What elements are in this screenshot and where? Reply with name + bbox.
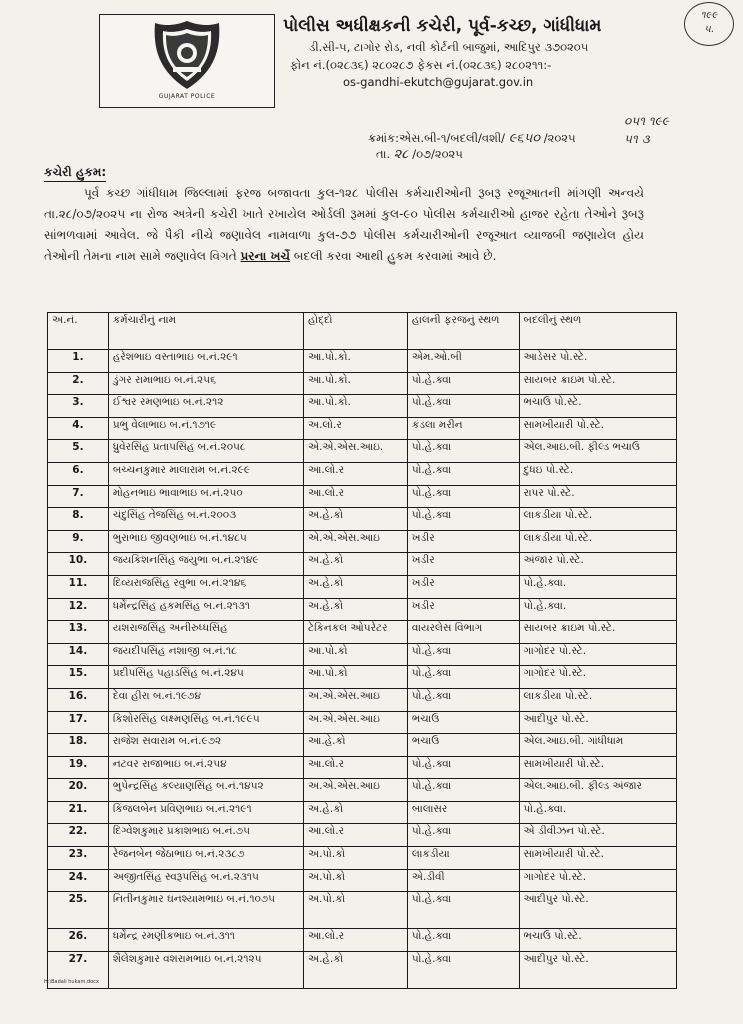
cell-rank: એ.એ.એસ.આઇ	[304, 530, 408, 553]
cell-serial: 12.	[48, 598, 109, 621]
table-row	[48, 417, 677, 440]
cell-name: દિવ્યરાજસિંહ રવુભા બ.નં.૨૧૪૬	[108, 575, 303, 598]
table-row	[48, 779, 677, 802]
cell-serial: 17.	[48, 711, 109, 734]
cell-serial: 7.	[48, 485, 109, 508]
cell-current: પો.હે.ક્વા	[407, 824, 519, 847]
cell-rank: અ.હે.કો	[304, 801, 408, 824]
table-row	[48, 824, 677, 847]
cell-current: વાયરલેસ વિભાગ	[407, 621, 519, 644]
cell-transfer: ગાગોદર પો.સ્ટે.	[519, 666, 676, 689]
cell-name: ભુપેન્દ્રસિંહ કલ્યાણસિંહ બ.નં.૧૪૫૨	[108, 779, 303, 802]
cell-rank: ટેકિનકલ ઓપરેટર	[304, 621, 408, 644]
cell-serial: 6.	[48, 462, 109, 485]
cell-transfer: આદીપુર પો.સ્ટે.	[519, 892, 676, 929]
cell-serial: 13.	[48, 621, 109, 644]
cell-name: હરેશભાઇ વસ્તાભાઇ બ.નં.૨૯૧	[108, 350, 303, 373]
cell-serial: 20.	[48, 779, 109, 802]
cell-current: ખડીર	[407, 553, 519, 576]
cell-rank: આ.પો.કો	[304, 643, 408, 666]
inward-stamp: ૧૯૯ ૫.	[684, 2, 734, 46]
cell-name: ભુરાભાઇ જીવણભાઇ બ.નં.૧૪૮૫	[108, 530, 303, 553]
cell-transfer: ભચાઉ પો.સ્ટે.	[519, 929, 676, 952]
cell-name: કિશોરસિંહ લક્ષ્મણસિંહ બ.નં.૧૯૯૫	[108, 711, 303, 734]
order-date: તા. ૨૮ /૦૭/૨૦૨૫	[376, 147, 463, 162]
cell-current: પો.હે.ક્વા	[407, 929, 519, 952]
cell-transfer: લાકડીયા પો.સ્ટે.	[519, 530, 676, 553]
cell-rank: અ.હે.કો	[304, 598, 408, 621]
cell-rank: આ.પો.કો.	[304, 395, 408, 418]
header-serial: અ.નં.	[48, 313, 109, 350]
order-title: કચેરી હુકમ:	[44, 165, 106, 182]
header-transfer-post: બદલીનું સ્થળ	[519, 313, 676, 350]
cell-transfer: એલ.આઇ.બી. ફીલ્ડ અંજાર	[519, 779, 676, 802]
cell-name: મોહનભાઇ ભાવાભાઇ બ.નં.૨૫૦	[108, 485, 303, 508]
logo-caption: GUJARAT POLICE	[158, 93, 216, 100]
office-phone: ફોન નં.(૦૨૮૩૬) ૨૮૦૨૮૭ ફેકસ નં.(૦૨૮૩૬) ૨૮૦૨૧૧:-	[290, 58, 552, 72]
cell-transfer: અંજાર પો.સ્ટે.	[519, 553, 676, 576]
table-row	[48, 575, 677, 598]
cell-current: પો.હે.ક્વા	[407, 666, 519, 689]
cell-name: પ્રદીપસિંહ પહાડસિંહ બ.નં.૨૪૫	[108, 666, 303, 689]
cell-rank: આ.હે.કો	[304, 734, 408, 757]
cell-transfer: ગાગોદર પો.સ્ટે.	[519, 643, 676, 666]
cell-name: અજીતસિંહ સ્વરૂપસિંહ બ.નં.૨૩૧૫	[108, 869, 303, 892]
cell-rank: આ.લો.ર	[304, 756, 408, 779]
cell-transfer: એલ.આઇ.બી. ગાંધીધામ	[519, 734, 676, 757]
table-row	[48, 508, 677, 531]
cell-serial: 3.	[48, 395, 109, 418]
order-body: પૂર્વ કચ્છ ગાંધીધામ જિલ્લામાં ફરજ બજાવતા કુલ-૧૨૮ પોલીસ કર્મચારીઓની રૂબરૂ રજૂઆતની માંગણી અન્વયે તા.૨૮/૦૭/૨૦૨૫ ના રોજ અત્રેની કચેરી ખાતે રખાયેલ ઓર્ડલી રૂમમાં કુલ-૯૦ પોલીસ કર્મચારીઓ હાજર રહેતા તેઓને રૂબરૂ સાંભળવામાં આવેલ. જે પૈકી નીચે જણાવેલ નામવાળા કુલ-૭૭ પોલીસ કર્મચારીઓની રજૂઆત વ્યાજબી જણાયેલ હોય તેઓની તેમના નામ સામે જણાવેલ વિગતે પ્રરના ખર્ચે બદલી કરવા આથી હુકમ કરવામાં આવે છે.	[44, 186, 644, 263]
cell-name: ધર્મેન્દ્ર રમણીકભાઇ બ.નં.૩૧૧	[108, 929, 303, 952]
cell-name: દિગ્વેશકુમાર પ્રકાશભાઇ બ.નં.૭૫	[108, 824, 303, 847]
cell-current: પો.હે.ક્વા	[407, 508, 519, 531]
cell-transfer: એ ડીવીઝન પો.સ્ટે.	[519, 824, 676, 847]
cell-serial: 24.	[48, 869, 109, 892]
cell-current: પો.હે.ક્વા	[407, 395, 519, 418]
cell-transfer: આડેસર પો.સ્ટે.	[519, 350, 676, 373]
table-row	[48, 847, 677, 870]
cell-rank: અ.હે.કો	[304, 575, 408, 598]
cell-serial: 18.	[48, 734, 109, 757]
table-row	[48, 395, 677, 418]
cell-current: ભચાઉ	[407, 734, 519, 757]
cell-name: પ્રભુ વેલાભાઇ બ.નં.૧૭૧૯	[108, 417, 303, 440]
header-current-post: હાલની ફરજનું સ્થળ	[407, 313, 519, 350]
cell-name: ઈશ્વર રમણભાઇ બ.નં.૨૧૨	[108, 395, 303, 418]
table-row	[48, 553, 677, 576]
header-rank: હોદ્દો	[304, 313, 408, 350]
cell-transfer: સાયબર ક્રાઇમ પો.સ્ટે.	[519, 621, 676, 644]
cell-transfer: આદીપુર પો.સ્ટે.	[519, 711, 676, 734]
cell-transfer: આદીપુર પો.સ્ટે.	[519, 951, 676, 988]
cell-serial: 1.	[48, 350, 109, 373]
cell-rank: અ.એ.એસ.આઇ	[304, 711, 408, 734]
header-employee-name: કર્મચારીનું નામ	[108, 313, 303, 350]
cell-rank: આ.લો.ર	[304, 485, 408, 508]
table-row	[48, 621, 677, 644]
cell-current: પો.હે.ક્વા	[407, 892, 519, 929]
cell-transfer: સાયબર ક્રાઇમ પો.સ્ટે.	[519, 372, 676, 395]
cell-name: દેવા હીરા બ.નં.૧૯૭૪	[108, 688, 303, 711]
cell-name: કિંજલબેન પ્રવિણભાઇ બ.નં.૨૧૯૧	[108, 801, 303, 824]
cell-rank: આ.પો.કો.	[304, 372, 408, 395]
cell-name: નિતીનકુમાર ઘનશ્યામભાઇ બ.નં.૧૦૭૫	[108, 892, 303, 929]
cell-serial: 9.	[48, 530, 109, 553]
cell-current: ભચાઉ	[407, 711, 519, 734]
cell-current: એમ.ઓ.બી	[407, 350, 519, 373]
cell-rank: આ.લો.ર	[304, 462, 408, 485]
cell-serial: 5.	[48, 440, 109, 463]
handwritten-date: ૨૮	[393, 147, 409, 162]
cell-name: રાજેશ સવારામ બ.નં.૯૭૨	[108, 734, 303, 757]
cell-rank: અ.લો.ર	[304, 417, 408, 440]
cell-current: લાકડીયા	[407, 847, 519, 870]
office-email: os-gandhi-ekutch@gujarat.gov.in	[343, 75, 534, 89]
table-row	[48, 462, 677, 485]
cell-rank: આ.પો.કો	[304, 666, 408, 689]
office-address: ડી.સી-૫, ટાગોર રોડ, નવી કોર્ટની બાજુમાં, આદિપુર ૩૭૦૨૦૫	[309, 40, 589, 54]
handwritten-number: ૯૬૫૦	[508, 131, 541, 146]
cell-name: ધર્મેન્દ્રસિંહ હકમસિંહ બ.નં.૨૧૩૧	[108, 598, 303, 621]
table-row	[48, 688, 677, 711]
cell-rank: અ.હે.કો	[304, 951, 408, 988]
cell-transfer: સામખીયારી પો.સ્ટે.	[519, 417, 676, 440]
cell-transfer: લાકડીયા પો.સ્ટે.	[519, 688, 676, 711]
emphasis-text: પ્રરના ખર્ચે	[240, 249, 291, 263]
handwritten-inward-note: ૦૫૧ ૧૯૯ ૫૧ ૩	[624, 114, 669, 146]
cell-rank: અ.પો.કો	[304, 892, 408, 929]
cell-current: પો.હે.ક્વા	[407, 688, 519, 711]
table-row	[48, 801, 677, 824]
cell-serial: 27.	[48, 951, 109, 988]
cell-transfer: પો.હે.ક્વા.	[519, 598, 676, 621]
cell-name: ધ્રુવેરસિંહ પ્રતાપસિંહ બ.નં.૨૦૫૮	[108, 440, 303, 463]
cell-rank: આ.લો.ર	[304, 824, 408, 847]
cell-current: ખડીર	[407, 598, 519, 621]
cell-rank: આ.પો.કો.	[304, 350, 408, 373]
cell-name: જયકિશનસિંહ જયુભા બ.નં.૨૧૪૯	[108, 553, 303, 576]
file-path: H:\Badali hukam.docx	[44, 979, 99, 985]
cell-rank: અ.એ.એસ.આઇ	[304, 779, 408, 802]
cell-current: એ.ડીવી	[407, 869, 519, 892]
table-row	[48, 711, 677, 734]
cell-rank: અ.હે.કો	[304, 508, 408, 531]
table-row	[48, 372, 677, 395]
cell-name: ચંદુસિંહ તેજસિંહ બ.નં.૨૦૦૩	[108, 508, 303, 531]
cell-serial: 21.	[48, 801, 109, 824]
cell-current: પો.હે.ક્વા	[407, 643, 519, 666]
table-row	[48, 485, 677, 508]
cell-transfer: સામખીયારી પો.સ્ટે.	[519, 756, 676, 779]
cell-serial: 25.	[48, 892, 109, 929]
cell-rank: આ.લો.ર	[304, 929, 408, 952]
order-number: ક્રમાંક:એસ.બી-૧/બદલી/વશી/ ૯૬૫૦ /૨૦૨૫	[368, 131, 576, 146]
cell-serial: 16.	[48, 688, 109, 711]
cell-name: યશરાજસિંહ અનીરુધ્ધસિંહ	[108, 621, 303, 644]
cell-serial: 19.	[48, 756, 109, 779]
office-title: પોલીસ અધીક્ષકની કચેરી, પૂર્વ-કચ્છ, ગાંધીધામ	[283, 16, 602, 36]
cell-name: ડુંગર રામાભાઇ બ.નં.૨૫૬	[108, 372, 303, 395]
cell-rank: એ.એ.એસ.આઇ.	[304, 440, 408, 463]
cell-transfer: પો.હે.ક્વા.	[519, 575, 676, 598]
cell-current: પો.હે.ક્વા	[407, 951, 519, 988]
cell-serial: 23.	[48, 847, 109, 870]
cell-current: બાલાસર	[407, 801, 519, 824]
cell-serial: 4.	[48, 417, 109, 440]
table-row	[48, 869, 677, 892]
police-badge-icon	[147, 19, 227, 91]
cell-current: પો.હે.ક્વા	[407, 756, 519, 779]
cell-current: પો.હે.ક્વા	[407, 372, 519, 395]
table-row	[48, 598, 677, 621]
cell-rank: અ.પો.કો	[304, 869, 408, 892]
cell-name: રેજનબેન જેઠાભાઇ બ.નં.૨૩૮૭	[108, 847, 303, 870]
cell-rank: અ.હે.કો	[304, 553, 408, 576]
table-row	[48, 530, 677, 553]
police-logo-box	[99, 14, 275, 108]
cell-serial: 15.	[48, 666, 109, 689]
cell-transfer: દુધઇ પો.સ્ટે.	[519, 462, 676, 485]
cell-transfer: લાકડીયા પો.સ્ટે.	[519, 508, 676, 531]
table-row	[48, 951, 677, 988]
cell-rank: અ.પો.કો	[304, 847, 408, 870]
cell-current: પો.હે.ક્વા	[407, 779, 519, 802]
cell-serial: 22.	[48, 824, 109, 847]
office-header	[283, 16, 613, 89]
cell-name: શૈલેશકુમાર વશરામભાઇ બ.નં.૨૧૨૫	[108, 951, 303, 988]
cell-serial: 10.	[48, 553, 109, 576]
cell-transfer: ગાગોદર પો.સ્ટે.	[519, 869, 676, 892]
transfer-table	[47, 312, 677, 989]
cell-serial: 2.	[48, 372, 109, 395]
cell-transfer: રાપર પો.સ્ટે.	[519, 485, 676, 508]
cell-serial: 26.	[48, 929, 109, 952]
cell-serial: 14.	[48, 643, 109, 666]
table-row	[48, 643, 677, 666]
table-row	[48, 734, 677, 757]
table-row	[48, 666, 677, 689]
cell-current: કંડલા મરીન	[407, 417, 519, 440]
cell-current: ખડીર	[407, 575, 519, 598]
cell-current: પો.હે.ક્વા	[407, 440, 519, 463]
cell-serial: 11.	[48, 575, 109, 598]
cell-transfer: સામખીયારી પો.સ્ટે.	[519, 847, 676, 870]
table-row	[48, 350, 677, 373]
cell-rank: અ.એ.એસ.આઇ	[304, 688, 408, 711]
table-row	[48, 440, 677, 463]
table-row	[48, 892, 677, 929]
cell-current: પો.હે.ક્વા	[407, 462, 519, 485]
table-row	[48, 929, 677, 952]
cell-transfer: પો.હે.ક્વા.	[519, 801, 676, 824]
cell-current: ખડીર	[407, 530, 519, 553]
cell-transfer: એલ.આઇ.બી. ફીલ્ડ ભચાઉ	[519, 440, 676, 463]
table-header-row	[48, 313, 677, 350]
cell-serial: 8.	[48, 508, 109, 531]
cell-current: પો.હે.ક્વા	[407, 485, 519, 508]
cell-name: બચ્ચનકુમાર માલારામ બ.નં.૨૯૯	[108, 462, 303, 485]
cell-name: જયદીપસિંહ નશાજી બ.નં.૧૮	[108, 643, 303, 666]
table-row	[48, 756, 677, 779]
cell-transfer: ભચાઉ પો.સ્ટે.	[519, 395, 676, 418]
cell-name: નટવર રાજાભાઇ બ.નં.૨૫૪	[108, 756, 303, 779]
